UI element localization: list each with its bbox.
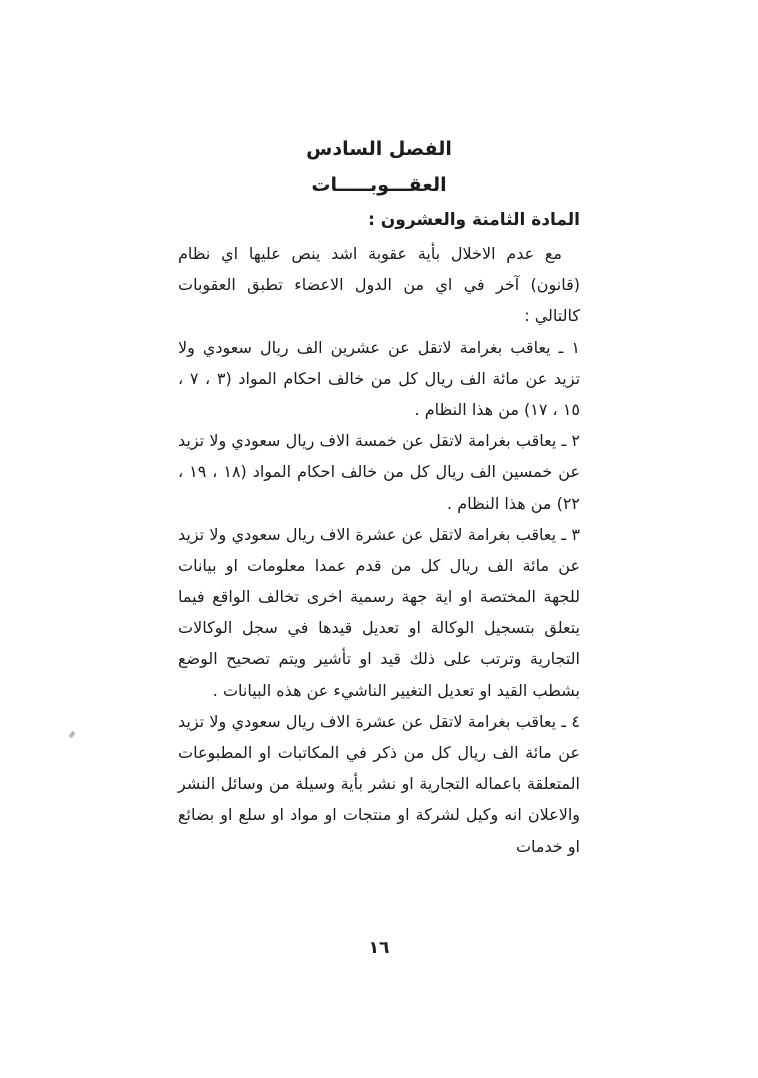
chapter-title: الفصل السادس	[306, 138, 452, 160]
item-number: ١ ـ	[558, 337, 580, 357]
item-number: ٤ ـ	[561, 711, 581, 731]
penalty-item-1	[178, 332, 580, 426]
article-heading: المادة الثامنة والعشرون :	[368, 210, 580, 230]
item-number: ٢ ـ	[561, 431, 580, 451]
section-title: العقـــوبـــــات	[311, 174, 447, 196]
penalty-item-2	[178, 425, 580, 519]
text-column	[178, 138, 580, 862]
item-text: يعاقب بغرامة لاتقل عن عشرة الاف ريال سعودي ولا تزيد عن مائة الف ريال كل من ذكر في المكاتبات او المطبوعات المتعلقة باعماله التجارية او نشر بأية وسيلة من وسائل النشر والاعلان انه وكيل لشركة او منتجات او مواد او سلع او بضائع او خدمات	[178, 711, 580, 856]
penalty-item-4	[178, 706, 580, 862]
item-text: يعاقب بغرامة لاتقل عن عشرة الاف ريال سعودي ولا تزيد عن مائة الف ريال كل من قدم عمدا معلومات او بيانات للجهة المختصة او اية جهة رسمية اخرى تخالف الواقع فيما يتعلق بتسجيل الوكالة او تعديل قيدها في سجل الوكالات التجارية وترتب على ذلك قيد او تأشير ويتم تصحيح الوضع بشطب القيد او تعديل التغيير الناشيء عن هذه البيانات .	[178, 524, 580, 700]
penalty-items	[178, 332, 580, 862]
item-text: يعاقب بغرامة لاتقل عن عشرين الف ريال سعودي ولا تزيد عن مائة الف ريال كل من خالف احكام المواد (٣ ، ٧ ، ١٥ ، ١٧) من هذا النظام .	[178, 337, 581, 419]
item-number: ٣ ـ	[561, 524, 581, 544]
item-text: يعاقب بغرامة لاتقل عن خمسة الاف ريال سعودي ولا تزيد عن خمسين الف ريال كل من خالف احكام المواد (١٨ ، ١٩ ، ٢٢) من هذا النظام .	[178, 431, 580, 513]
page-number: ١٦	[368, 938, 390, 958]
scan-artifact	[68, 730, 75, 738]
intro-paragraph: مع عدم الاخلال بأية عقوبة اشد ينص عليها اي نظام (قانون) آخر في اي من الدول الاعضاء تطبق العقوبات كالتالي :	[178, 244, 580, 326]
penalty-item-3	[178, 519, 580, 706]
